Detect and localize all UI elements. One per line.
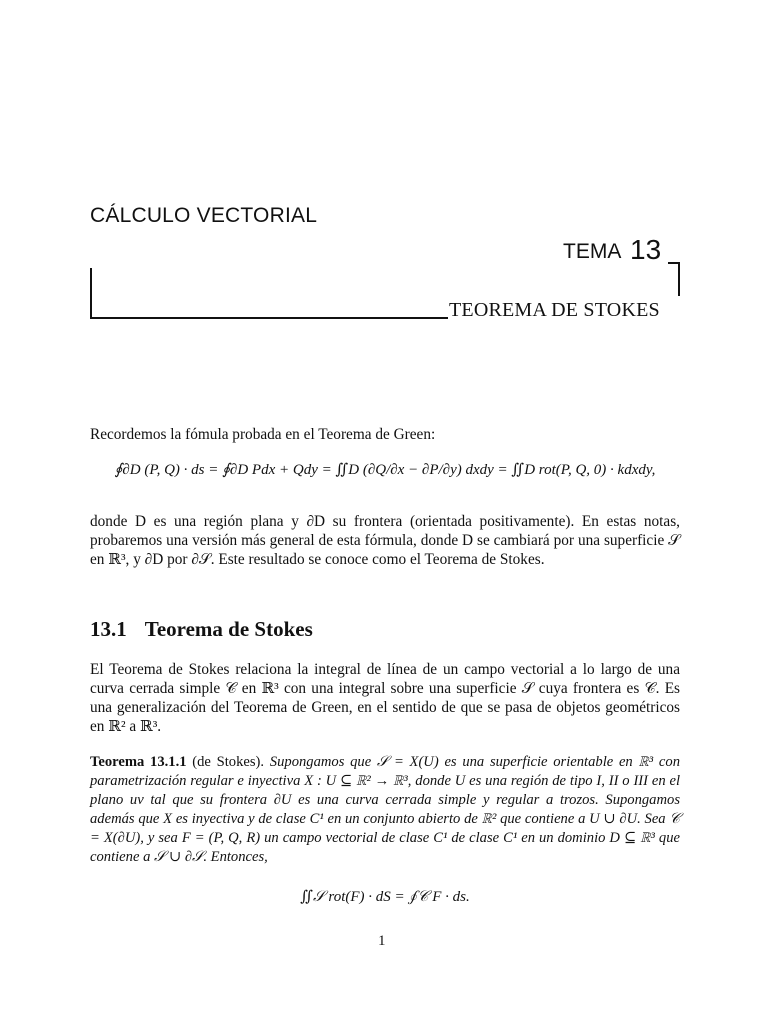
chapter-title: TEOREMA DE STOKES — [449, 299, 660, 321]
section-heading — [90, 617, 313, 642]
chapter-label: TEMA — [563, 240, 622, 263]
theorem-attribution: (de Stokes). — [186, 754, 270, 770]
theorem-block — [90, 753, 680, 867]
intro-paragraph: donde D es una región plana y ∂D su frontera (orientada positivamente). En estas notas, probaremos una versión más general de esta fórmula, donde D se cambiará por una superficie 𝒮 en ℝ³, y ∂D por ∂𝒮. Este resultado se conoce como el Teorema de Stokes. — [90, 513, 680, 568]
intro-lead: Recordemos la fómula probada en el Teorema de Green: — [90, 426, 436, 443]
theorem-body: Supongamos que 𝒮 = X(U) es una superficie orientable en ℝ³ con parametrización regular e inyectiva X : U ⊆ ℝ² → ℝ³, donde U es una región de tipo I, II o III en el plano uv tal que su frontera ∂U es una curva cerrada simple y regular a trozos. Supongamos además que X es inyectiva y de clase C¹ en un conjunto abierto de ℝ² que contiene a U ∪ ∂U. Sea 𝒞 = X(∂U), y sea F = (P, Q, R) un campo vectorial de clase C¹ de clase C¹ en un dominio D ⊆ ℝ³ que contiene a 𝒮 ∪ ∂𝒮. Entonces, — [90, 754, 680, 865]
course-title: CÁLCULO VECTORIAL — [90, 204, 318, 227]
page-number: 1 — [378, 933, 386, 949]
section-paragraph: El Teorema de Stokes relaciona la integral de línea de un campo vectorial a lo largo de una curva cerrada simple 𝒞 en ℝ³ con una integral sobre una superficie 𝒮 cuya frontera es 𝒞. Es una generalización del Teorema de Green, en el sentido de que se pasa de objetos geométricos en ℝ² a ℝ³. — [90, 661, 680, 735]
header-rule — [90, 317, 448, 319]
chapter-number: 13 — [630, 234, 662, 265]
stokes-equation: ∬𝒮 rot(F) · dS = ∮𝒞 F · ds. — [300, 889, 470, 905]
header-rule-left — [90, 268, 92, 318]
section-number: 13.1 — [90, 617, 127, 641]
green-equation: ∮∂D (P, Q) · ds = ∮∂D Pdx + Qdy = ∬D (∂Q/∂x − ∂P/∂y) dxdy = ∬D rot(P, Q, 0) · kdxdy, — [114, 462, 656, 478]
header-tick-right — [678, 262, 680, 296]
section-title: Teorema de Stokes — [144, 617, 313, 641]
theorem-head: Teorema 13.1.1 — [90, 754, 187, 770]
header-tick-right-top — [668, 262, 679, 264]
